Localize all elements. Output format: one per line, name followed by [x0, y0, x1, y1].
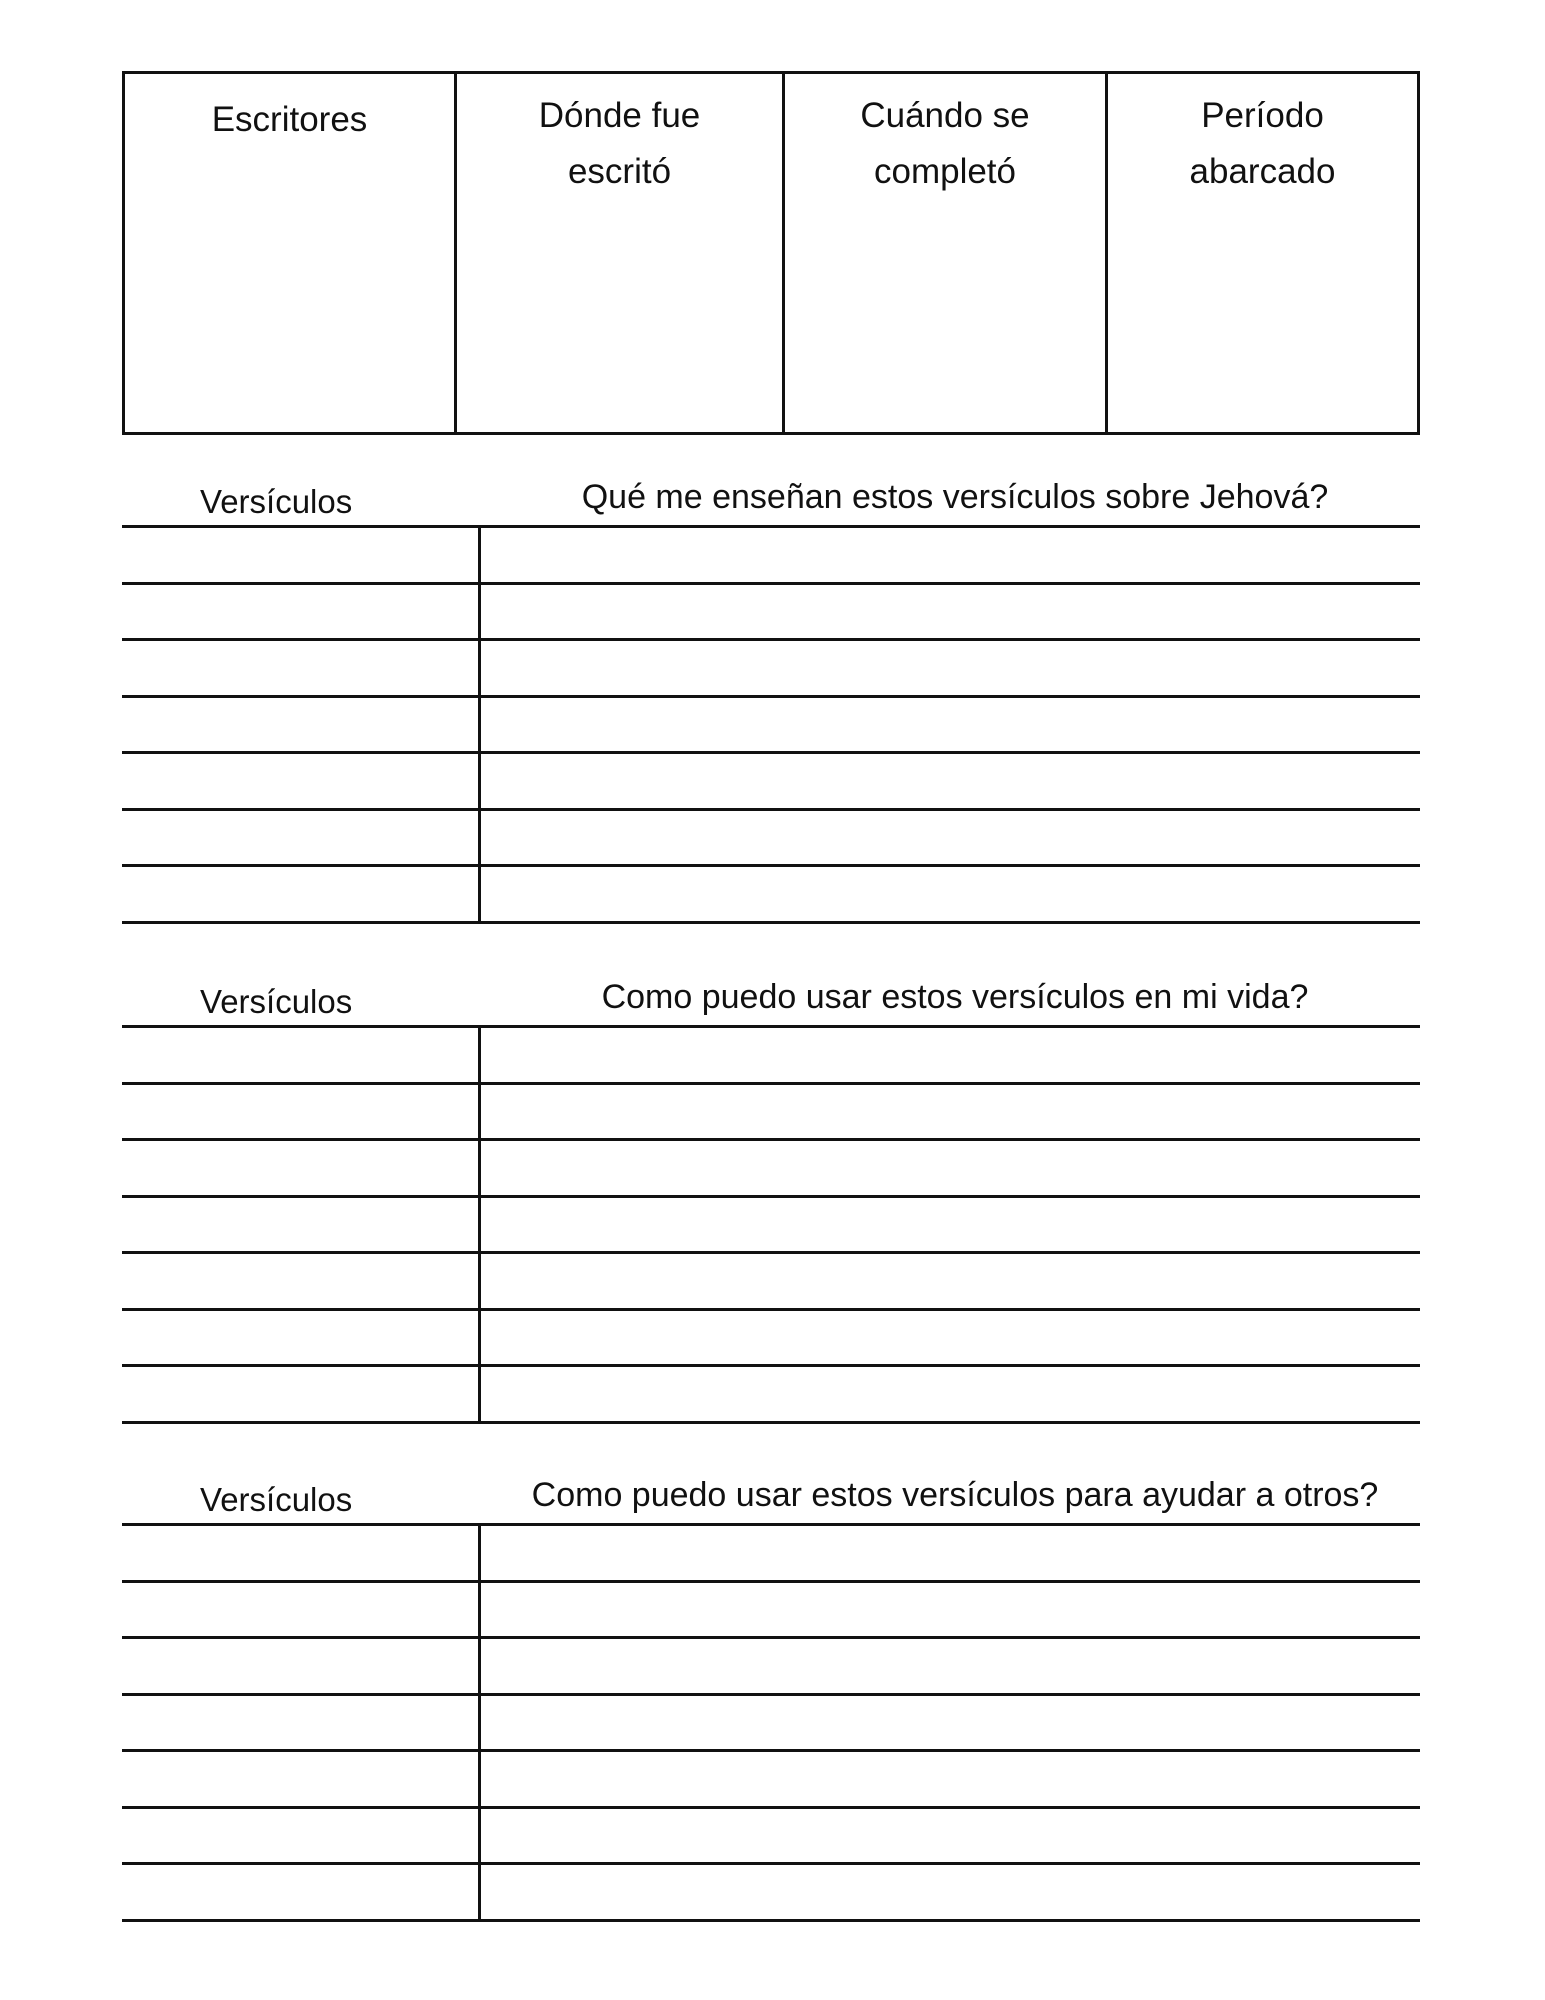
writing-rule — [122, 582, 1420, 585]
writing-rule — [122, 1025, 1420, 1028]
section-about-jehovah — [0, 465, 1545, 925]
writing-rule — [122, 1421, 1420, 1424]
writing-rule — [122, 1195, 1420, 1198]
section-help-others — [0, 1463, 1545, 1923]
verse-column-divider — [478, 1025, 481, 1421]
writing-rule — [122, 1523, 1420, 1526]
when-completed-label: Cuándo se completó — [860, 96, 1030, 191]
time-covered-label: Período abarcado — [1189, 96, 1336, 191]
question-heading: Qué me enseñan estos versículos sobre Jehová? — [581, 478, 1329, 516]
time-covered-cell[interactable] — [1105, 74, 1417, 432]
section-header — [0, 1463, 1545, 1523]
writers-label: Escritores — [211, 100, 368, 139]
writing-rule — [122, 1806, 1420, 1809]
section-header — [0, 965, 1545, 1025]
writers-cell[interactable] — [125, 74, 454, 432]
writing-rule — [122, 864, 1420, 867]
writing-rule — [122, 808, 1420, 811]
writing-rule — [122, 1862, 1420, 1865]
verses-label: Versículos — [200, 483, 353, 520]
writing-rule — [122, 751, 1420, 754]
writing-rule — [122, 1749, 1420, 1752]
writing-rule — [122, 695, 1420, 698]
writing-lines[interactable] — [122, 1523, 1420, 1923]
writing-rule — [122, 1636, 1420, 1639]
info-table — [122, 71, 1420, 435]
writing-lines[interactable] — [122, 1025, 1420, 1425]
writing-rule — [122, 1364, 1420, 1367]
writing-rule — [122, 1580, 1420, 1583]
where-written-label: Dónde fue escritó — [538, 96, 701, 191]
section-use-in-my-life — [0, 965, 1545, 1425]
verse-column-divider — [478, 525, 481, 921]
where-written-cell[interactable] — [454, 74, 782, 432]
writing-lines[interactable] — [122, 525, 1420, 925]
writing-rule — [122, 1308, 1420, 1311]
question-heading: Como puedo usar estos versículos para ayudar a otros? — [531, 1476, 1379, 1514]
writing-rule — [122, 1251, 1420, 1254]
question-heading: Como puedo usar estos versículos en mi vida? — [601, 978, 1309, 1016]
verse-column-divider — [478, 1523, 481, 1919]
writing-rule — [122, 921, 1420, 924]
writing-rule — [122, 1693, 1420, 1696]
writing-rule — [122, 1919, 1420, 1922]
writing-rule — [122, 525, 1420, 528]
writing-rule — [122, 1138, 1420, 1141]
when-completed-cell[interactable] — [782, 74, 1105, 432]
verses-label: Versículos — [200, 1481, 353, 1518]
writing-rule — [122, 1082, 1420, 1085]
verses-label: Versículos — [200, 983, 353, 1020]
section-header — [0, 465, 1545, 525]
writing-rule — [122, 638, 1420, 641]
